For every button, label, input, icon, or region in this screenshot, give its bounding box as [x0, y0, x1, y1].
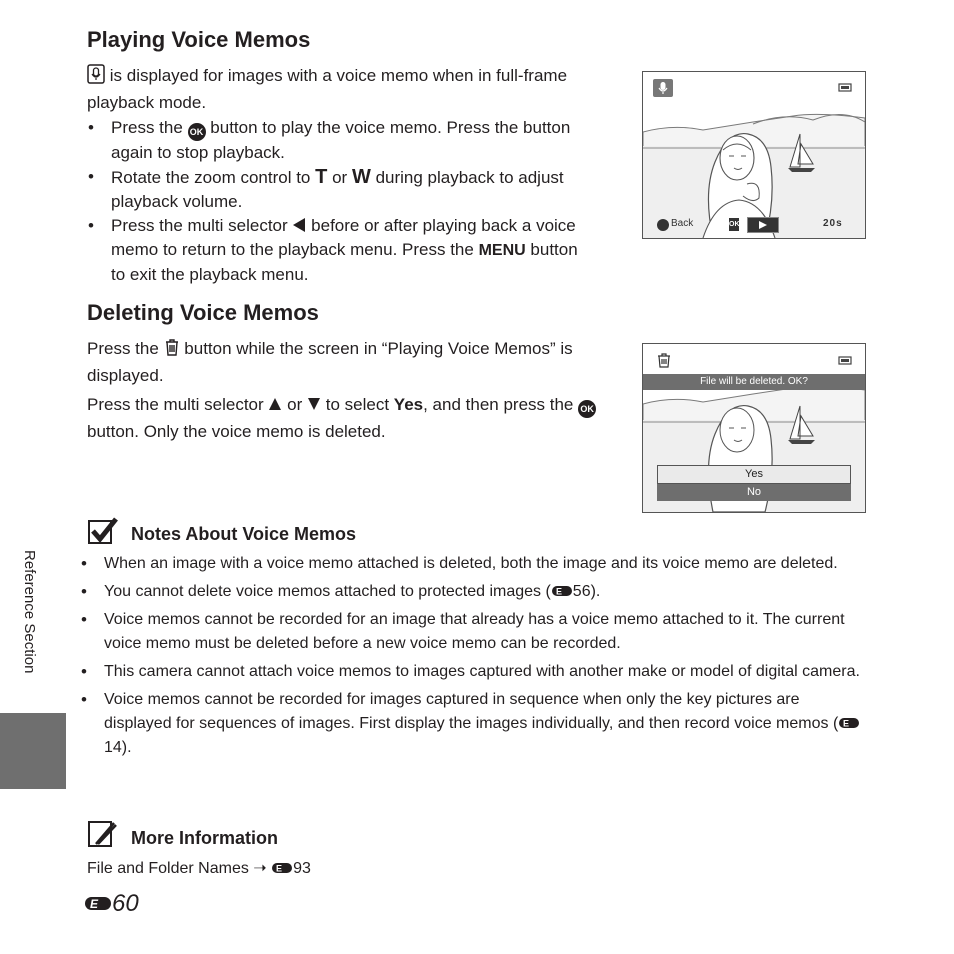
back-button-icon: [657, 219, 669, 231]
playback-controls-bar: [643, 214, 865, 236]
svg-text:E: E: [843, 718, 850, 729]
more-info-heading: More Information: [131, 828, 278, 848]
list-item: • You cannot delete voice memos attached to protected images ( E 56).: [80, 580, 870, 604]
zoom-wide-symbol: W: [351, 166, 371, 188]
ok-button-icon: OK: [578, 400, 596, 418]
list-item: • Press the OK button to play the voice memo. Press the button again to stop playback.: [87, 116, 587, 165]
heading-deleting-voice-memos: Deleting Voice Memos: [87, 300, 319, 325]
notes-list: [80, 552, 870, 764]
heading-playing-voice-memos: Playing Voice Memos: [87, 27, 311, 52]
svg-text:E: E: [276, 863, 283, 874]
list-item: • This camera cannot attach voice memos to images captured with another make or model of digital camera.: [80, 660, 870, 684]
reference-section-icon: [838, 717, 860, 729]
notes-heading: Notes About Voice Memos: [131, 524, 357, 544]
trash-icon: [164, 337, 180, 357]
playing-bullets: [87, 116, 587, 287]
side-tab-marker: [0, 713, 66, 789]
playing-intro-text: is displayed for images with a voice memo when in full-frame playback mode.: [87, 66, 568, 112]
list-item: • Press the multi selector before or after playing back a voice memo to return to the playback menu. Press the MENU button to exit the playback menu.: [87, 214, 587, 287]
list-item: • When an image with a voice memo attached is deleted, both the image and its voice memo are deleted.: [80, 552, 870, 576]
voice-memo-indicator: [653, 79, 673, 97]
playing-intro: [87, 62, 597, 116]
arrow-icon: ➝: [253, 860, 267, 877]
battery-icon: [838, 356, 852, 365]
pencil-note-icon: [88, 820, 118, 848]
trash-icon: [657, 352, 671, 368]
yes-option[interactable]: Yes: [657, 465, 851, 484]
delete-confirm-screen: [642, 343, 866, 513]
reference-section-icon: [271, 862, 293, 874]
zoom-tele-symbol: T: [315, 166, 328, 188]
microphone-icon: [653, 79, 673, 97]
battery-icon: [838, 83, 852, 92]
voice-memo-icon: [87, 64, 105, 84]
delete-prompt: File will be deleted. OK?: [643, 374, 865, 390]
page-number: E 60: [84, 890, 139, 918]
selector-up-icon: [268, 397, 282, 411]
selector-down-icon: [307, 397, 321, 411]
selector-left-icon: [292, 217, 306, 233]
menu-button-symbol: MENU: [478, 242, 526, 259]
play-icon: [748, 218, 778, 232]
svg-text:E: E: [555, 586, 562, 597]
play-button: [747, 217, 779, 233]
checkmark-note-icon: [88, 517, 118, 545]
back-label: Back: [671, 218, 694, 229]
list-item: • Voice memos cannot be recorded for images captured in sequence when only the key pictures are displayed for sequences of images. First display the images individually, and then record voice memos ( E 14).: [80, 688, 870, 760]
list-item: • Voice memos cannot be recorded for an image that already has a voice memo attached to it. The current voice memo must be deleted before a new voice memo can be recorded.: [80, 608, 870, 656]
playback-screen: [642, 71, 866, 239]
ok-icon: OK: [729, 218, 739, 231]
deleting-paragraph-1: Press the button while the screen in “Playing Voice Memos” is displayed.: [87, 339, 573, 385]
no-option[interactable]: No: [657, 484, 851, 501]
recording-time: 20s: [823, 218, 843, 229]
svg-text:E: E: [90, 897, 99, 911]
reference-section-icon: [551, 585, 573, 597]
deleting-paragraph-2: Press the multi selector or to select Yes, and then press the OK button. Only the voice memo is deleted.: [87, 391, 617, 445]
reference-section-icon: [84, 894, 112, 912]
list-item: • Rotate the zoom control to T or W during playback to adjust playback volume.: [87, 165, 587, 214]
ok-button-icon: OK: [188, 123, 206, 141]
more-info-text: File and Folder Names ➝ E 93: [87, 860, 311, 877]
side-tab-label: Reference Section: [21, 550, 38, 674]
